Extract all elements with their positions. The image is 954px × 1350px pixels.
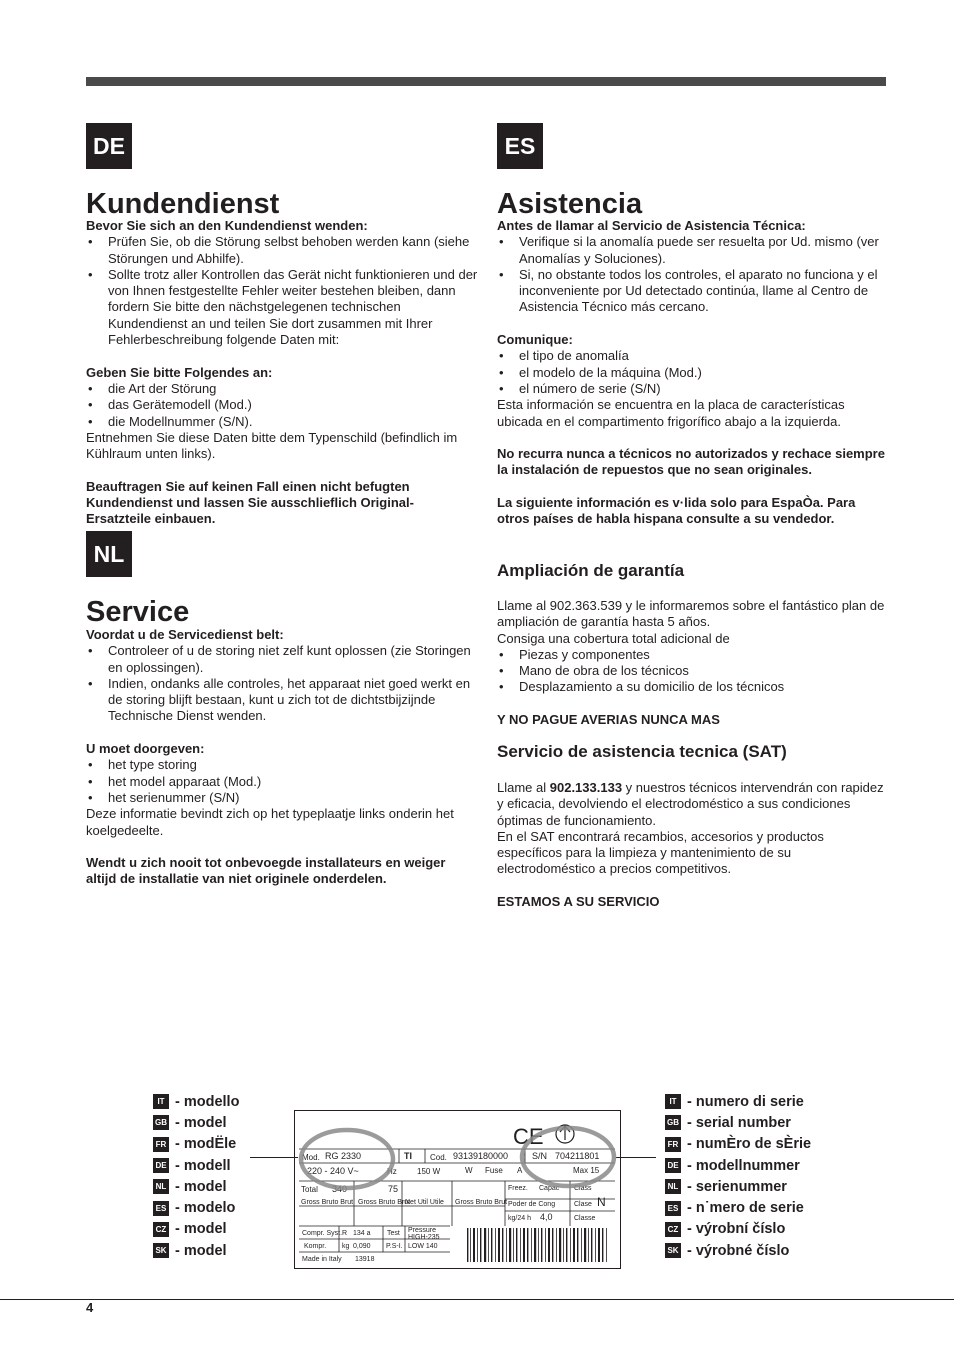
plate-amp: A — [517, 1166, 523, 1175]
country-code: FR — [153, 1137, 169, 1152]
plate-compr: Compr. Syst. — [302, 1230, 343, 1237]
plate-ti: TI — [404, 1151, 412, 1161]
list-item: • die Modellnummer (S/N). — [86, 414, 478, 430]
label-text: - výrobné číslo — [687, 1242, 790, 1259]
label-row — [153, 1091, 239, 1112]
label-text: - serial number — [687, 1114, 791, 1131]
plate-psi: P.S-I. — [386, 1243, 403, 1250]
label-row — [153, 1176, 239, 1197]
list-item: • el tipo de anomalía — [497, 348, 889, 364]
plate-watts: 150 W — [417, 1167, 441, 1176]
intro: Antes de llamar al Servicio de Asistencia Técnica: — [497, 218, 806, 233]
plate-max: Max 15 — [573, 1166, 600, 1175]
plate-w-label: W — [465, 1166, 473, 1175]
plate-low: LOW 140 — [408, 1243, 438, 1250]
label-text: - výrobní číslo — [687, 1221, 786, 1238]
plate-made-in: Made in Italy — [302, 1256, 342, 1263]
sat-text-post: y nuestros técnicos intervendrán con rapidez y eficacia, devolviendo el electrodoméstico a sus condiciones óptimas de funcionamiento. — [497, 780, 884, 828]
country-code: IT — [665, 1094, 681, 1109]
sat-text-pre: Llame al — [497, 780, 550, 795]
warranty-title: Ampliación de garantía — [497, 561, 685, 580]
plate-clase: Clase — [574, 1201, 592, 1208]
plate-total-label: Total — [301, 1185, 318, 1194]
list-item: • Piezas y componentes — [497, 647, 889, 663]
country-code: IT — [153, 1094, 169, 1109]
plate-classe: Classe — [574, 1215, 596, 1222]
plate-total-value: 340 — [332, 1184, 348, 1194]
warning-text: Beauftragen Sie auf keinen Fall einen nicht befugten Kundendienst und lassen Sie ausschlieflich Original-Ersatzteile einbauen. — [86, 478, 414, 527]
intro: Bevor Sie sich an den Kundendienst wenden: — [86, 218, 368, 233]
country-code: CZ — [665, 1222, 681, 1237]
serial-labels — [665, 1091, 811, 1261]
data-note: Entnehmen Sie diese Daten bitte dem Typenschild (befindlich im Kühlraum unten links). — [86, 429, 458, 462]
plate-class1: Class — [574, 1185, 592, 1192]
page-number: 4 — [86, 1300, 94, 1315]
serial-connector-line — [616, 1157, 656, 1158]
barcode-icon — [467, 1228, 607, 1262]
label-row — [665, 1240, 811, 1261]
label-text: - numero di serie — [687, 1093, 804, 1110]
language-badge-es: ES — [497, 123, 543, 169]
list-item: • Indien, ondanks alle controles, het apparaat niet goed werkt en de storing blijft bestaan, kunt u zich tot de dichtstbijzijnde Technische Dienst wenden. — [86, 676, 478, 725]
plate-cod-value: 93139180000 — [453, 1151, 509, 1161]
sat-tagline: ESTAMOS A SU SERVICIO — [497, 894, 660, 910]
country-code: DE — [665, 1158, 681, 1173]
top-rule — [86, 77, 886, 86]
plate-sn-value: 704211801 — [555, 1151, 600, 1161]
plate-sn-label: S/N — [532, 1151, 548, 1161]
plate-high: HIGH-235 — [408, 1234, 440, 1241]
label-row — [665, 1091, 811, 1112]
data-note: Deze informatie bevindt zich op het typeplaatje links onderin het koelgedeelte. — [86, 806, 454, 838]
section-body-es — [497, 218, 889, 528]
warning-text: Wendt u zich nooit tot onbevoegde installateurs en weiger altijd de installatie van niet originele onderdelen. — [86, 855, 446, 887]
label-row — [665, 1176, 811, 1197]
list-item: • Verifique si la anomalía puede ser resuelta por Ud. mismo (ver Anomalías y Soluciones). — [497, 234, 889, 267]
label-row — [665, 1197, 811, 1218]
plate-hz: Hz — [387, 1167, 397, 1176]
data-heading: Geben Sie bitte Folgendes an: — [86, 364, 273, 380]
plate-clase-value: N — [597, 1195, 606, 1209]
country-code: ES — [665, 1201, 681, 1216]
label-row — [153, 1134, 239, 1155]
plate-freez: Freez. — [508, 1185, 528, 1192]
section-title-es: Asistencia — [497, 188, 643, 220]
country-code: CZ — [153, 1222, 169, 1237]
ce-mark: CE — [513, 1124, 544, 1149]
label-text: - serienummer — [687, 1178, 787, 1195]
label-row — [153, 1112, 239, 1133]
section-title-de: Kundendienst — [86, 188, 280, 220]
plate-kg-label: kg — [342, 1243, 350, 1250]
sat-body — [497, 780, 889, 910]
label-text: - modell — [175, 1157, 231, 1174]
list-item: • het serienummer (S/N) — [86, 790, 478, 806]
label-text: - numÈro de sÈrie — [687, 1136, 812, 1153]
label-text: - model — [175, 1221, 227, 1238]
plate-kg24-value: 4,0 — [540, 1212, 553, 1222]
section-body-de — [86, 218, 478, 528]
warranty-text: Consiga una cobertura total adicional de — [497, 630, 730, 646]
plate-kg-value: 0,090 — [353, 1243, 371, 1250]
list-item: • Si, no obstante todos los controles, el aparato no funciona y el inconveniente por Ud detectado continúa, llame al Centro de Asistencia Técnico más cercano. — [497, 267, 889, 316]
plate-made-code: 13918 — [355, 1256, 375, 1263]
list-item: • Prüfen Sie, ob die Störung selbst behoben werden kann (siehe Störungen und Abhilfe). — [86, 234, 478, 267]
model-connector-line — [250, 1157, 298, 1158]
plate-refrig: 134 a — [353, 1230, 371, 1237]
spain-note: La siguiente información es v·lida solo para EspaÒa. Para otros países de habla hispana consulte a su vendedor. — [497, 495, 856, 527]
plate-r-label: R — [342, 1230, 348, 1237]
country-code: FR — [665, 1137, 681, 1152]
country-code: GB — [153, 1115, 169, 1130]
label-row — [665, 1134, 811, 1155]
list-item: • Controleer of u de storing niet zelf kunt oplossen (zie Storingen en oplossingen). — [86, 643, 478, 676]
list-item: • Sollte trotz aller Kontrollen das Gerät nicht funktionieren und der von Ihnen festgestellte Fehler weiter bestehen bleiben, dann fordern Sie bitte den nächstgelegenen technischen Kundendienst an und teilen Sie dort zusammen mit Ihrer Fehlerbeschreibung folgende Daten mit: — [86, 267, 478, 348]
rating-plate — [294, 1110, 621, 1269]
language-badge-de: DE — [86, 123, 132, 169]
label-row — [153, 1155, 239, 1176]
plate-kompr: Kompr. — [304, 1243, 327, 1250]
data-note: Esta información se encuentra en la placa de características ubicada en el compartimento frigorífico abajo a la izquierda. — [497, 397, 845, 429]
plate-test: Test — [387, 1230, 400, 1237]
sat-title: Servicio de asistencia tecnica (SAT) — [497, 742, 787, 761]
plate-capac: Capac — [539, 1185, 560, 1192]
plate-poder: Poder de Cong — [508, 1201, 556, 1208]
country-code: GB — [665, 1115, 681, 1130]
label-row — [665, 1112, 811, 1133]
plate-total2: 75 — [388, 1184, 399, 1194]
plate-cod-label: Cod. — [430, 1153, 447, 1162]
list-item: • el modelo de la máquina (Mod.) — [497, 365, 889, 381]
country-code: SK — [153, 1243, 169, 1258]
data-heading: U moet doorgeven: — [86, 741, 205, 757]
plate-mod-label: Mod. — [302, 1153, 320, 1162]
data-heading: Comunique: — [497, 332, 573, 348]
sat-phone: 902.133.133 — [549, 780, 623, 795]
warning-text: No recurra nunca a técnicos no autorizados y rechace siempre la instalación de repuestos que no sean originales. — [497, 446, 885, 478]
label-text: - model — [175, 1242, 227, 1259]
list-item: • het model apparaat (Mod.) — [86, 774, 478, 790]
sat-text-2: En el SAT encontrará recambios, accesorios y productos específicos para la limpieza y mantenimiento de su electrodoméstico a precios competitivos. — [497, 828, 824, 877]
country-code: SK — [665, 1243, 681, 1258]
plate-kg24: kg/24 h — [508, 1215, 531, 1222]
sat-text — [497, 780, 889, 829]
label-text: - modellnummer — [687, 1157, 800, 1174]
country-code: DE — [153, 1158, 169, 1173]
plate-pressure: Pressure — [408, 1227, 437, 1234]
list-item: • el número de serie (S/N) — [497, 381, 889, 397]
warranty-body — [497, 598, 889, 728]
list-item: • das Gerätemodell (Mod.) — [86, 397, 478, 413]
list-item: • die Art der Störung — [86, 381, 478, 397]
label-text: - modelo — [175, 1200, 236, 1217]
label-row — [153, 1197, 239, 1218]
plate-voltage: 220 - 240 V~ — [307, 1166, 359, 1176]
footer-rule — [0, 1299, 954, 1300]
language-badge-nl: NL — [86, 531, 132, 577]
plate-net: Net Util Utile — [405, 1199, 444, 1206]
label-text: - modello — [175, 1093, 240, 1110]
model-labels — [153, 1091, 239, 1261]
country-code: ES — [153, 1201, 169, 1216]
label-text: - modËle — [175, 1136, 237, 1153]
country-code: NL — [665, 1179, 681, 1194]
plate-mod-value: RG 2330 — [325, 1151, 362, 1161]
list-item: • Desplazamiento a su domicilio de los técnicos — [497, 679, 889, 695]
plate-gross3: Gross Bruto Brut — [455, 1199, 508, 1206]
label-row — [153, 1219, 239, 1240]
plate-gross1: Gross Bruto Brut — [301, 1199, 354, 1206]
section-title-nl: Service — [86, 596, 190, 628]
plate-gross2: Gross Bruto Brut — [358, 1199, 411, 1206]
country-code: NL — [153, 1179, 169, 1194]
label-text: - n˙mero de serie — [687, 1200, 804, 1217]
label-text: - model — [175, 1114, 227, 1131]
warranty-tagline: Y NO PAGUE AVERIAS NUNCA MAS — [497, 712, 720, 728]
label-row — [153, 1240, 239, 1261]
list-item: • het type storing — [86, 757, 478, 773]
label-text: - model — [175, 1178, 227, 1195]
section-body-nl — [86, 627, 478, 888]
label-row — [665, 1219, 811, 1240]
intro: Voordat u de Servicedienst belt: — [86, 627, 284, 642]
list-item: • Mano de obra de los técnicos — [497, 663, 889, 679]
rating-plate-drawing — [295, 1111, 620, 1268]
plate-fuse: Fuse — [485, 1166, 503, 1175]
warranty-text: Llame al 902.363.539 y le informaremos sobre el fantástico plan de ampliación de garantía hasta 5 años. — [497, 598, 885, 630]
label-row — [665, 1155, 811, 1176]
